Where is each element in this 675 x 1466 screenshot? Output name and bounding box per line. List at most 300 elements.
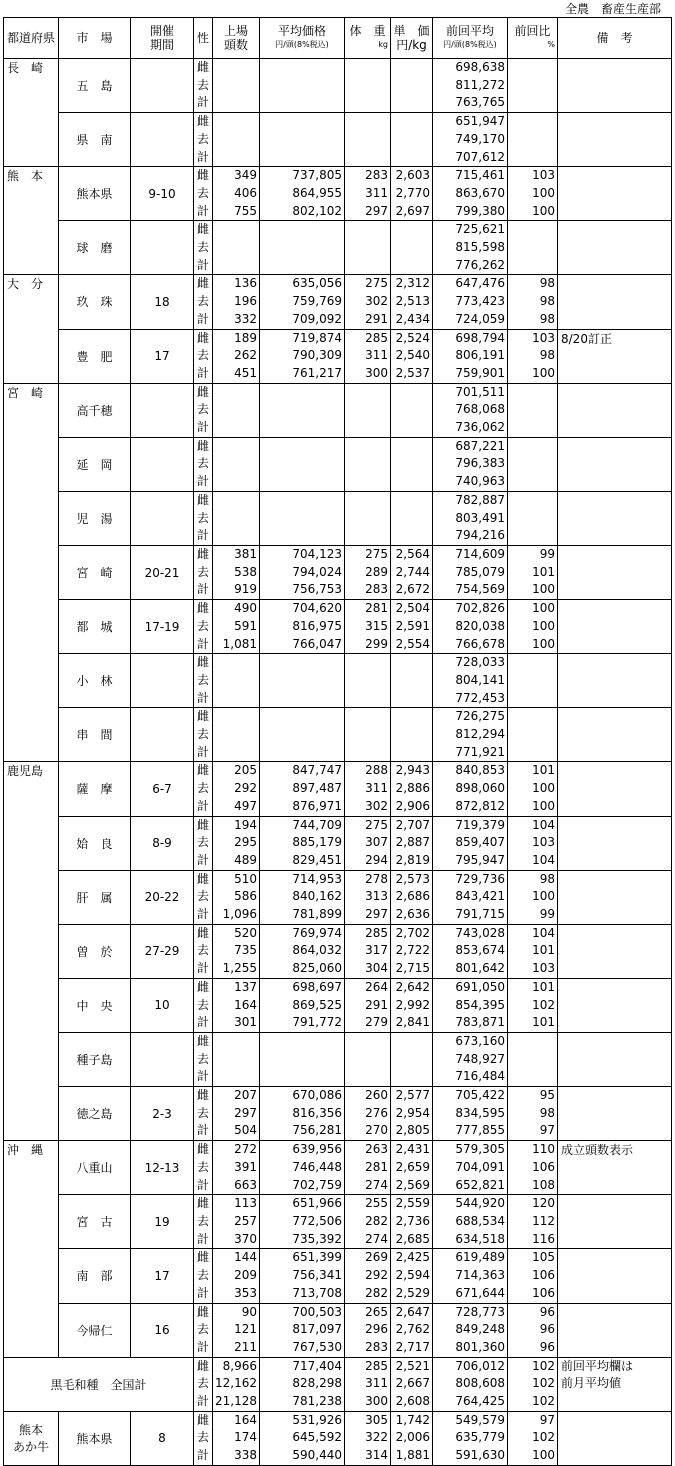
avg-price-cell <box>260 1357 345 1411</box>
remarks-cell: 成立頭数表示 <box>558 1141 672 1195</box>
ratio-cell-value: 98 <box>539 1105 555 1120</box>
avg-price-cell-value <box>260 113 342 131</box>
national-total-row <box>4 1357 672 1411</box>
prev-avg-cell <box>433 978 508 1032</box>
sex-cell <box>194 870 213 924</box>
weight-cell-value <box>345 473 388 491</box>
unit-price-cell-value: 2,715 <box>395 961 430 976</box>
col-unit-price: 単 価 円/kg <box>391 18 433 59</box>
prev-avg-cell-value: 719,379 <box>455 817 505 832</box>
head-count-cell <box>213 762 260 816</box>
avg-price-cell-value: 790,309 <box>292 348 342 363</box>
unit-price-cell <box>391 221 433 275</box>
avg-price-cell-value <box>260 473 342 491</box>
unit-price-cell <box>391 491 433 545</box>
weight-cell-value: 285 <box>365 925 388 940</box>
head-count-cell-value: 586 <box>234 889 257 904</box>
table-row <box>4 708 672 762</box>
weight-cell-value: 275 <box>365 546 388 561</box>
unit-price-cell-value <box>391 708 430 726</box>
head-count-cell-value <box>213 94 257 112</box>
unit-price-cell-value: 2,564 <box>395 546 430 561</box>
weight-cell-value: 282 <box>365 1285 388 1300</box>
head-count-cell-value <box>213 384 257 402</box>
avg-price-cell <box>260 545 345 599</box>
unit-price-cell-value <box>391 131 430 149</box>
remarks-cell <box>558 978 672 1032</box>
unit-price-cell-value: 2,717 <box>395 1339 430 1354</box>
weight-cell-value: 275 <box>365 817 388 832</box>
market-cell: 種子島 <box>59 1032 131 1086</box>
avg-price-cell-value: 802,102 <box>292 203 342 218</box>
avg-price-cell-value: 767,530 <box>292 1339 342 1354</box>
prev-avg-cell-value: 728,773 <box>455 1304 505 1319</box>
unit-price-cell <box>391 1411 433 1465</box>
remarks-cell <box>558 708 672 762</box>
table-row <box>4 978 672 1032</box>
period-cell <box>131 437 194 491</box>
ratio-cell <box>508 924 558 978</box>
period-cell: 17-19 <box>131 600 194 654</box>
remarks-cell <box>558 491 672 545</box>
head-count-cell <box>213 1195 260 1249</box>
weight-cell <box>345 600 391 654</box>
weight-cell-value: 283 <box>365 1339 388 1354</box>
sex-label: 雌 <box>196 817 209 832</box>
market-cell: 八重山 <box>59 1141 131 1195</box>
avg-price-cell-value: 651,399 <box>292 1250 342 1265</box>
remarks-cell <box>558 113 672 167</box>
prev-avg-cell-value: 706,012 <box>455 1358 505 1373</box>
ratio-cell-value <box>508 672 555 690</box>
avg-price-cell <box>260 600 345 654</box>
table-row <box>4 1141 672 1195</box>
unit-price-cell-value: 2,886 <box>395 781 430 796</box>
head-count-cell <box>213 545 260 599</box>
unit-price-cell-value <box>391 726 430 744</box>
prev-avg-cell-value: 794,216 <box>455 528 505 543</box>
head-count-cell-value <box>213 510 257 528</box>
ratio-cell-value <box>508 401 555 419</box>
market-cell: 串 間 <box>59 708 131 762</box>
avg-price-cell-value <box>260 1068 342 1086</box>
weight-cell-value: 302 <box>365 798 388 813</box>
head-count-cell <box>213 1411 260 1465</box>
avg-price-cell-value <box>260 384 342 402</box>
prev-avg-cell-value: 759,901 <box>455 365 505 380</box>
prev-avg-cell-value: 544,920 <box>455 1196 505 1211</box>
weight-cell-value: 281 <box>365 1159 388 1174</box>
head-count-cell-value: 301 <box>234 1015 257 1030</box>
sex-label: 計 <box>196 420 209 435</box>
head-count-cell-value: 189 <box>234 330 257 345</box>
weight-cell <box>345 1411 391 1465</box>
market-cell: 高千穂 <box>59 383 131 437</box>
period-cell <box>131 383 194 437</box>
unit-price-cell <box>391 762 433 816</box>
prev-avg-cell <box>433 708 508 762</box>
unit-price-cell-value <box>391 744 430 762</box>
unit-price-cell-value <box>391 690 430 708</box>
head-count-cell-value: 262 <box>234 348 257 363</box>
unit-price-cell-value <box>391 455 430 473</box>
table-row <box>4 870 672 924</box>
prev-avg-cell-value: 820,038 <box>455 618 505 633</box>
unit-price-cell <box>391 1032 433 1086</box>
prev-avg-cell-value: 702,826 <box>455 601 505 616</box>
weight-cell-value <box>345 726 388 744</box>
prev-avg-cell-value: 806,191 <box>455 348 505 363</box>
weight-cell <box>345 762 391 816</box>
ratio-cell-value <box>508 527 555 545</box>
head-count-cell-value: 297 <box>234 1105 257 1120</box>
unit-price-cell-value: 2,577 <box>395 1088 430 1103</box>
head-count-cell-value <box>213 708 257 726</box>
prev-avg-cell-value: 736,062 <box>455 420 505 435</box>
unit-price-cell-value <box>391 438 430 456</box>
table-row <box>4 1195 672 1249</box>
head-count-cell-value: 211 <box>234 1339 257 1354</box>
sex-label: 計 <box>196 1339 209 1354</box>
unit-price-cell <box>391 708 433 762</box>
weight-cell <box>345 221 391 275</box>
head-count-cell-value <box>213 1051 257 1069</box>
sex-cell <box>194 275 213 329</box>
col-sex: 性 <box>194 18 213 59</box>
ratio-cell-value: 100 <box>532 781 555 796</box>
ratio-cell-value <box>508 221 555 239</box>
weight-cell-value <box>345 239 388 257</box>
prefecture-cell: 鹿児島 <box>4 762 59 1141</box>
avg-price-cell-value <box>260 149 342 167</box>
period-cell: 12-13 <box>131 1141 194 1195</box>
avg-price-cell <box>260 113 345 167</box>
weight-cell-value <box>345 510 388 528</box>
head-count-cell-value <box>213 59 257 77</box>
prev-avg-cell-value: 705,422 <box>455 1088 505 1103</box>
unit-price-cell <box>391 1141 433 1195</box>
sex-label: 雌 <box>196 1358 209 1373</box>
avg-price-cell-value: 704,620 <box>292 601 342 616</box>
prev-avg-cell-value: 634,518 <box>455 1231 505 1246</box>
prev-avg-cell-value: 783,871 <box>455 1015 505 1030</box>
head-count-cell-value: 137 <box>234 979 257 994</box>
avg-price-cell-value: 531,926 <box>292 1412 342 1427</box>
weight-cell-value <box>345 455 388 473</box>
head-count-cell-value: 196 <box>234 294 257 309</box>
prev-avg-cell-value: 791,715 <box>455 907 505 922</box>
sex-label: 計 <box>196 1015 209 1030</box>
unit-price-cell <box>391 924 433 978</box>
unit-price-cell-value: 2,642 <box>395 979 430 994</box>
prev-avg-cell-value: 766,678 <box>455 636 505 651</box>
unit-price-cell <box>391 1087 433 1141</box>
avg-price-cell-value <box>260 672 342 690</box>
sex-label: 雌 <box>196 709 209 724</box>
avg-price-cell-value: 670,086 <box>292 1088 342 1103</box>
remarks-cell: 8/20訂正 <box>558 329 672 383</box>
ratio-cell <box>508 113 558 167</box>
weight-cell-value <box>345 59 388 77</box>
avg-price-cell <box>260 870 345 924</box>
unit-price-cell-value: 2,573 <box>395 871 430 886</box>
prev-avg-cell-value: 579,305 <box>455 1142 505 1157</box>
avg-price-cell-value <box>260 492 342 510</box>
unit-price-cell-value: 2,504 <box>395 601 430 616</box>
unit-price-cell-value: 2,887 <box>395 835 430 850</box>
unit-price-cell <box>391 1195 433 1249</box>
unit-price-cell-value: 2,540 <box>395 348 430 363</box>
prev-avg-cell-value: 853,674 <box>455 943 505 958</box>
weight-cell-value: 283 <box>365 168 388 183</box>
table-row <box>4 275 672 329</box>
head-count-cell <box>213 329 260 383</box>
weight-cell-value: 307 <box>365 835 388 850</box>
prev-avg-cell-value: 782,887 <box>455 492 505 507</box>
unit-price-cell <box>391 1249 433 1303</box>
prev-avg-cell <box>433 1032 508 1086</box>
ratio-cell-value: 106 <box>532 1268 555 1283</box>
weight-cell <box>345 816 391 870</box>
ratio-cell-value: 98 <box>539 311 555 326</box>
avg-price-cell <box>260 978 345 1032</box>
weight-cell-value: 302 <box>365 294 388 309</box>
avg-price-cell <box>260 1303 345 1357</box>
head-count-cell-value: 451 <box>234 365 257 380</box>
prev-avg-cell-value: 724,059 <box>455 311 505 326</box>
weight-cell-value: 314 <box>365 1448 388 1463</box>
prev-avg-cell <box>433 1195 508 1249</box>
ratio-cell-value <box>508 77 555 95</box>
sex-label: 雌 <box>196 168 209 183</box>
avg-price-cell-value: 744,709 <box>292 817 342 832</box>
table-row <box>4 545 672 599</box>
ratio-cell-value: 101 <box>532 564 555 579</box>
ratio-cell-value: 104 <box>532 925 555 940</box>
head-count-cell <box>213 383 260 437</box>
avg-price-cell-value: 702,759 <box>292 1177 342 1192</box>
avg-price-cell-value: 756,753 <box>292 582 342 597</box>
remarks-cell <box>558 924 672 978</box>
period-cell: 17 <box>131 1249 194 1303</box>
avg-price-cell-value <box>260 455 342 473</box>
prev-avg-cell <box>433 1411 508 1465</box>
head-count-cell-value <box>213 149 257 167</box>
avg-price-cell-value: 700,503 <box>292 1304 342 1319</box>
avg-price-cell-value <box>260 744 342 762</box>
weight-cell-value: 260 <box>365 1088 388 1103</box>
remarks-cell <box>558 600 672 654</box>
head-count-cell-value: 209 <box>234 1268 257 1283</box>
table-row <box>4 1303 672 1357</box>
avg-price-cell-value: 735,392 <box>292 1231 342 1246</box>
sex-cell <box>194 816 213 870</box>
avg-price-cell-value: 876,971 <box>292 798 342 813</box>
ratio-cell-value: 103 <box>532 835 555 850</box>
remarks-cell <box>558 1249 672 1303</box>
sex-label: 雌 <box>196 546 209 561</box>
ratio-cell-value: 96 <box>539 1322 555 1337</box>
sex-cell <box>194 1249 213 1303</box>
weight-cell-value: 269 <box>365 1250 388 1265</box>
ratio-cell-value <box>508 438 555 456</box>
avg-price-cell-value: 791,772 <box>292 1015 342 1030</box>
period-cell <box>131 221 194 275</box>
market-cell: 今帰仁 <box>59 1303 131 1357</box>
head-count-cell-value: 174 <box>234 1430 257 1445</box>
ratio-cell-value <box>508 257 555 275</box>
ratio-cell-value <box>508 113 555 131</box>
avg-price-cell-value: 769,974 <box>292 925 342 940</box>
ratio-cell-value: 98 <box>539 871 555 886</box>
unit-price-cell-value: 2,537 <box>395 365 430 380</box>
period-cell: 27-29 <box>131 924 194 978</box>
avg-price-cell <box>260 708 345 762</box>
head-count-cell-value <box>213 672 257 690</box>
sex-cell <box>194 600 213 654</box>
ratio-cell-value: 103 <box>532 168 555 183</box>
sex-cell <box>194 924 213 978</box>
avg-price-cell-value <box>260 708 342 726</box>
weight-cell-value <box>345 672 388 690</box>
sex-label: 雌 <box>196 276 209 291</box>
sex-label: 計 <box>196 257 209 272</box>
period-cell <box>131 59 194 113</box>
prev-avg-cell-value: 740,963 <box>455 474 505 489</box>
ratio-cell-value: 104 <box>532 817 555 832</box>
avg-price-cell-value: 761,217 <box>292 365 342 380</box>
unit-price-cell-value: 2,529 <box>395 1285 430 1300</box>
ratio-cell <box>508 59 558 113</box>
prefecture-cell: 宮 崎 <box>4 383 59 762</box>
prev-avg-cell <box>433 870 508 924</box>
unit-price-cell-value <box>391 1068 430 1086</box>
head-count-cell <box>213 978 260 1032</box>
avg-price-cell-value: 817,097 <box>292 1322 342 1337</box>
head-count-cell-value: 489 <box>234 852 257 867</box>
weight-cell <box>345 1195 391 1249</box>
market-cell: 姶 良 <box>59 816 131 870</box>
prefecture-cell: 沖 縄 <box>4 1141 59 1357</box>
unit-price-cell-value: 2,707 <box>395 817 430 832</box>
ratio-cell-value: 101 <box>532 979 555 994</box>
avg-price-cell-value: 635,056 <box>292 276 342 291</box>
sex-label: 計 <box>196 1285 209 1300</box>
prev-avg-cell-value: 652,821 <box>455 1177 505 1192</box>
prev-avg-cell-value: 768,068 <box>455 402 505 417</box>
head-count-cell-value <box>213 744 257 762</box>
head-count-cell-value: 332 <box>234 311 257 326</box>
prev-avg-cell-value: 763,765 <box>455 95 505 110</box>
sex-label: 計 <box>196 907 209 922</box>
prefecture-cell: 熊 本 <box>4 167 59 275</box>
avg-price-cell-value <box>260 239 342 257</box>
head-count-cell-value <box>213 438 257 456</box>
period-cell <box>131 491 194 545</box>
ratio-cell <box>508 1032 558 1086</box>
unit-price-cell <box>391 654 433 708</box>
avg-price-cell-value: 719,874 <box>292 330 342 345</box>
sex-label: 雌 <box>196 763 209 778</box>
sex-label: 去 <box>196 1322 209 1337</box>
head-count-cell-value: 194 <box>234 817 257 832</box>
unit-price-cell <box>391 870 433 924</box>
sex-label: 計 <box>196 690 209 705</box>
sex-label: 去 <box>196 348 209 363</box>
sex-label: 去 <box>196 1430 209 1445</box>
period-cell: 10 <box>131 978 194 1032</box>
ratio-cell <box>508 708 558 762</box>
market-cell: 宮 崎 <box>59 545 131 599</box>
col-weight: 体 重 kg <box>345 18 391 59</box>
market-cell: 球 磨 <box>59 221 131 275</box>
sex-cell <box>194 1087 213 1141</box>
market-cell: 曽 於 <box>59 924 131 978</box>
head-count-cell-value <box>213 419 257 437</box>
period-cell <box>131 654 194 708</box>
prev-avg-cell-value: 728,033 <box>455 655 505 670</box>
weight-cell-value: 285 <box>365 330 388 345</box>
sex-label: 計 <box>196 1231 209 1246</box>
avg-price-cell-value: 847,747 <box>292 763 342 778</box>
head-count-cell-value: 755 <box>234 203 257 218</box>
prev-avg-cell-value: 773,423 <box>455 294 505 309</box>
prev-avg-cell-value: 715,461 <box>455 168 505 183</box>
sex-label: 雌 <box>196 114 209 129</box>
prev-avg-cell-value: 549,579 <box>455 1412 505 1427</box>
remarks-cell <box>558 167 672 221</box>
period-cell: 9-10 <box>131 167 194 221</box>
avg-price-cell-value <box>260 94 342 112</box>
avg-price-cell-value <box>260 131 342 149</box>
sex-label: 雌 <box>196 1250 209 1265</box>
head-count-cell-value <box>213 113 257 131</box>
ratio-cell-value: 100 <box>532 601 555 616</box>
head-count-cell-value <box>213 492 257 510</box>
sex-cell <box>194 978 213 1032</box>
avg-price-cell-value <box>260 59 342 77</box>
head-count-cell <box>213 924 260 978</box>
prev-avg-cell-value: 815,598 <box>455 240 505 255</box>
unit-price-cell-value <box>391 419 430 437</box>
market-cell: 薩 摩 <box>59 762 131 816</box>
weight-cell-value <box>345 1051 388 1069</box>
prev-avg-cell <box>433 167 508 221</box>
remarks-cell <box>558 437 672 491</box>
ratio-cell-value <box>508 492 555 510</box>
ratio-cell-value: 102 <box>532 1358 555 1373</box>
sex-label: 雌 <box>196 222 209 237</box>
sex-cell <box>194 654 213 708</box>
prev-avg-cell-value: 811,272 <box>455 77 505 92</box>
head-count-cell-value: 504 <box>234 1123 257 1138</box>
table-row <box>4 816 672 870</box>
prev-avg-cell-value: 726,275 <box>455 709 505 724</box>
head-count-cell-value <box>213 401 257 419</box>
head-count-cell-value: 510 <box>234 871 257 886</box>
weight-cell-value <box>345 419 388 437</box>
head-count-cell-value: 121 <box>234 1322 257 1337</box>
sex-label: 去 <box>196 1159 209 1174</box>
ratio-cell-value <box>508 131 555 149</box>
sex-label: 去 <box>196 1051 209 1066</box>
unit-price-cell <box>391 1357 433 1411</box>
avg-price-cell <box>260 167 345 221</box>
weight-cell-value: 274 <box>365 1231 388 1246</box>
prev-avg-cell-value: 795,947 <box>455 852 505 867</box>
ratio-cell-value: 95 <box>539 1088 555 1103</box>
weight-cell <box>345 1032 391 1086</box>
